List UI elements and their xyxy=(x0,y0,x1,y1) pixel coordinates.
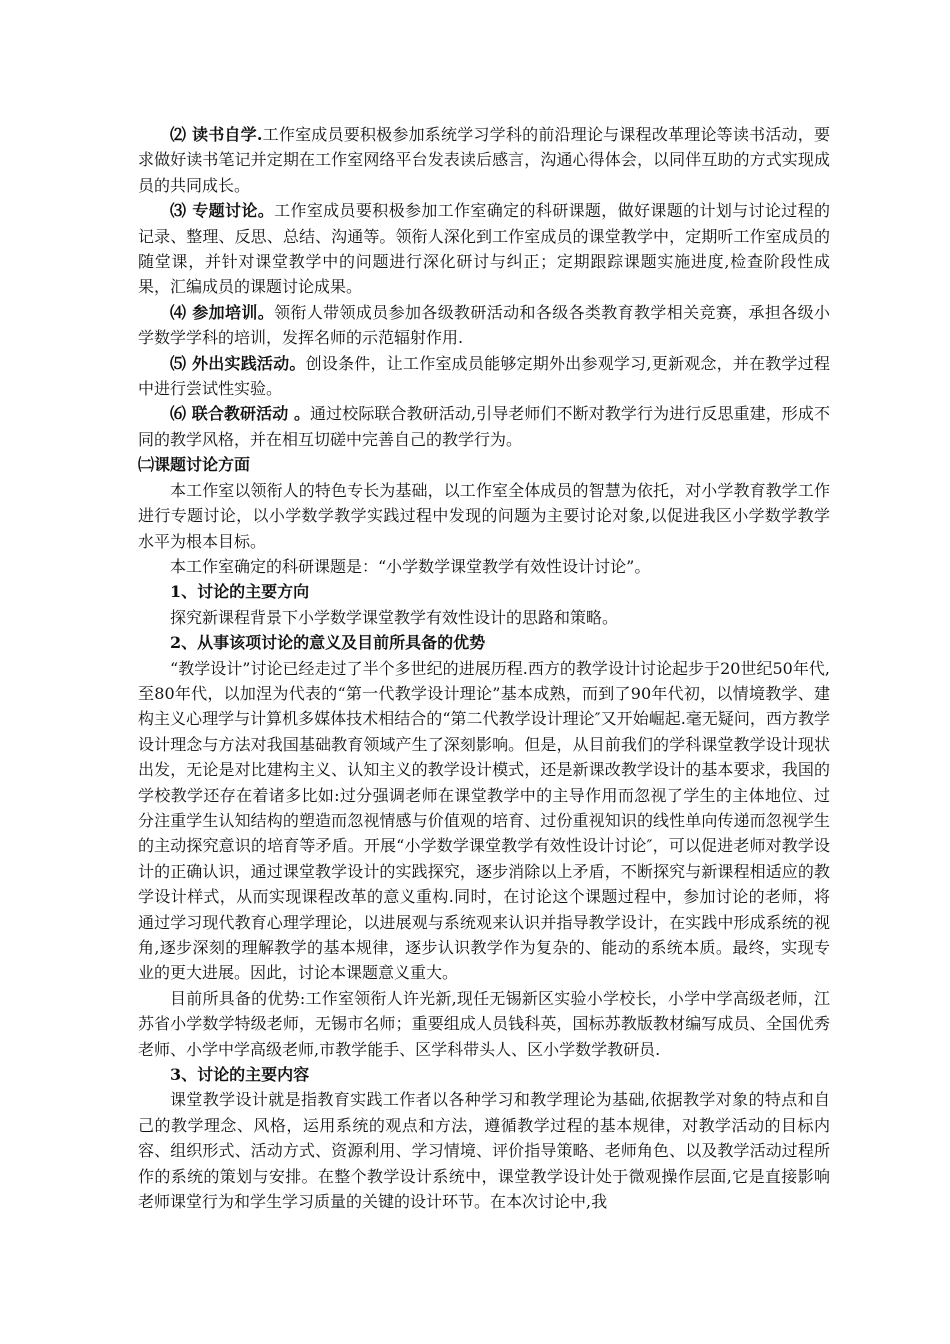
body-paragraph: 本工作室确定的科研课题是：“小学数学课堂教学有效性设计讨论”。 xyxy=(170,556,651,576)
item-lead: ⑶ 专题讨论。 xyxy=(170,201,275,221)
item-lead: ⑹ 联合教研活动 。 xyxy=(170,404,311,424)
section-heading-topic-discussion: ㈡课题讨论方面 xyxy=(138,455,251,475)
item-text: 创设条件，让工作室成员能够定期外出参观学习,更新观念，并在教学过程中进行尝试性实验。 xyxy=(138,353,830,399)
body-paragraph: 课堂教学设计就是指教育实践工作者以各种学习和教学理论为基础,依据教学对象的特点和自己的教学理念、风格，运用系统的观点和方法，遵循教学过程的基本规律，对教学活动的目标内容、组织形式、活动方式、资源利用、学习情境、评价指导策略、老师角色、以及教学活动过程所作的系统的策划与安排。在整个教学设计系统中，课堂教学设计处于微观操作层面,它是直接影响老师课堂行为和学生学习质量的关键的设计环节。在本次讨论中,我 xyxy=(138,1090,830,1212)
item-lead: ⑵ 读书自学. xyxy=(170,125,263,144)
body-paragraph: 目前所具备的优势:工作室领衔人许光新,现任无锡新区实验小学校长，小学中学高级老师，江苏省小学数学特级老师，无锡市名师；重要组成人员钱科英，国标苏教版教材编写成员、全国优秀老师、小学中学高级老师,市教学能手、区学科带头人、区小学数学教研员. xyxy=(138,988,830,1059)
item-text: 领衔人带领成员参加各级教研活动和各级各类教育教学相关竞赛，承担各级小学数学学科的培训，发挥名师的示范辐射作用. xyxy=(138,302,830,348)
document-body xyxy=(138,122,830,1214)
subheading-main-direction: 1、讨论的主要方向 xyxy=(170,582,310,602)
subheading-main-content: 3、讨论的主要内容 xyxy=(170,1065,310,1085)
item-text: 通过校际联合教研活动,引导老师们不断对教学行为进行反思重建，形成不同的教学风格，并在相互切磋中完善自己的教学行为。 xyxy=(138,404,830,449)
item-field-practice xyxy=(138,351,830,402)
item-lead: ⑸ 外出实践活动。 xyxy=(170,353,306,373)
item-reading-self-study xyxy=(138,122,830,198)
item-lead: ⑷ 参加培训。 xyxy=(170,302,275,322)
subheading-significance: 2、从事该项讨论的意义及目前所具备的优势 xyxy=(170,633,486,653)
body-paragraph: 探究新课程背景下小学数学课堂教学有效性设计的思路和策略。 xyxy=(170,607,619,627)
body-paragraph: 本工作室以领衔人的特色专长为基础，以工作室全体成员的智慧为依托，对小学教育教学工作进行专题讨论，以小学数学教学实践过程中发现的问题为主要讨论对象,以促进我区小学数学教学水平为根本目标。 xyxy=(138,480,830,551)
item-topic-discussion xyxy=(138,198,830,300)
item-text: 工作室成员要积极参加系统学习学科的前沿理论与课程改革理论等读书活动，要求做好读书笔记并定期在工作室网络平台发表读后感言，沟通心得体会，以同伴互助的方式实现成员的共同成长。 xyxy=(138,125,830,195)
item-training xyxy=(138,300,830,351)
body-paragraph: “教学设计”讨论已经走过了半个多世纪的进展历程.西方的教学设计讨论起步于20世纪50年代,至80年代，以加涅为代表的“第一代教学设计理论”基本成熟，而到了90年代初，以情境教学、建构主义心理学与计算机多媒体技术相结合的“第二代教学设计理论″又开始崛起.毫无疑问，西方教学设计理念与方法对我国基础教育领域产生了深刻影响。但是，从目前我们的学科课堂教学设计现状出发，无论是对比建构主义、认知主义的教学设计模式，还是新课改教学设计的基本要求，我国的学校教学还存在着诸多比如:过分强调老师在课堂教学中的主导作用而忽视了学生的主体地位、过分注重学生认知结构的塑造而忽视情感与价值观的培育、过份重视知识的线性单向传递而忽视学生的主动探究意识的培育等矛盾。开展“小学数学课堂教学有效性设计讨论″，可以促进老师对教学设计的正确认识，通过课堂教学设计的实践探究，逐步消除以上矛盾，不断探究与新课程相适应的教学设计样式，从而实现课程改革的意义重构.同时，在讨论这个课题过程中，参加讨论的老师，将通过学习现代教育心理学理论，以进展观与系统观来认识并指导教学设计，在实践中形成系统的视角,逐步深刻的理解教学的基本规律，逐步认识教学作为复杂的、能动的系统本质。最终，实现专业的更大进展。因此，讨论本课题意义重大。 xyxy=(138,658,830,983)
item-joint-research xyxy=(138,401,830,452)
item-text: 工作室成员要积极参加工作室确定的科研课题，做好课题的计划与讨论过程的记录、整理、反思、总结、沟通等。领衔人深化到工作室成员的课堂教学中，定期听工作室成员的随堂课，并针对课堂教学中的问题进行深化研讨与纠正；定期跟踪课题实施进度,检查阶段性成果，汇编成员的课题讨论成果。 xyxy=(138,201,830,297)
